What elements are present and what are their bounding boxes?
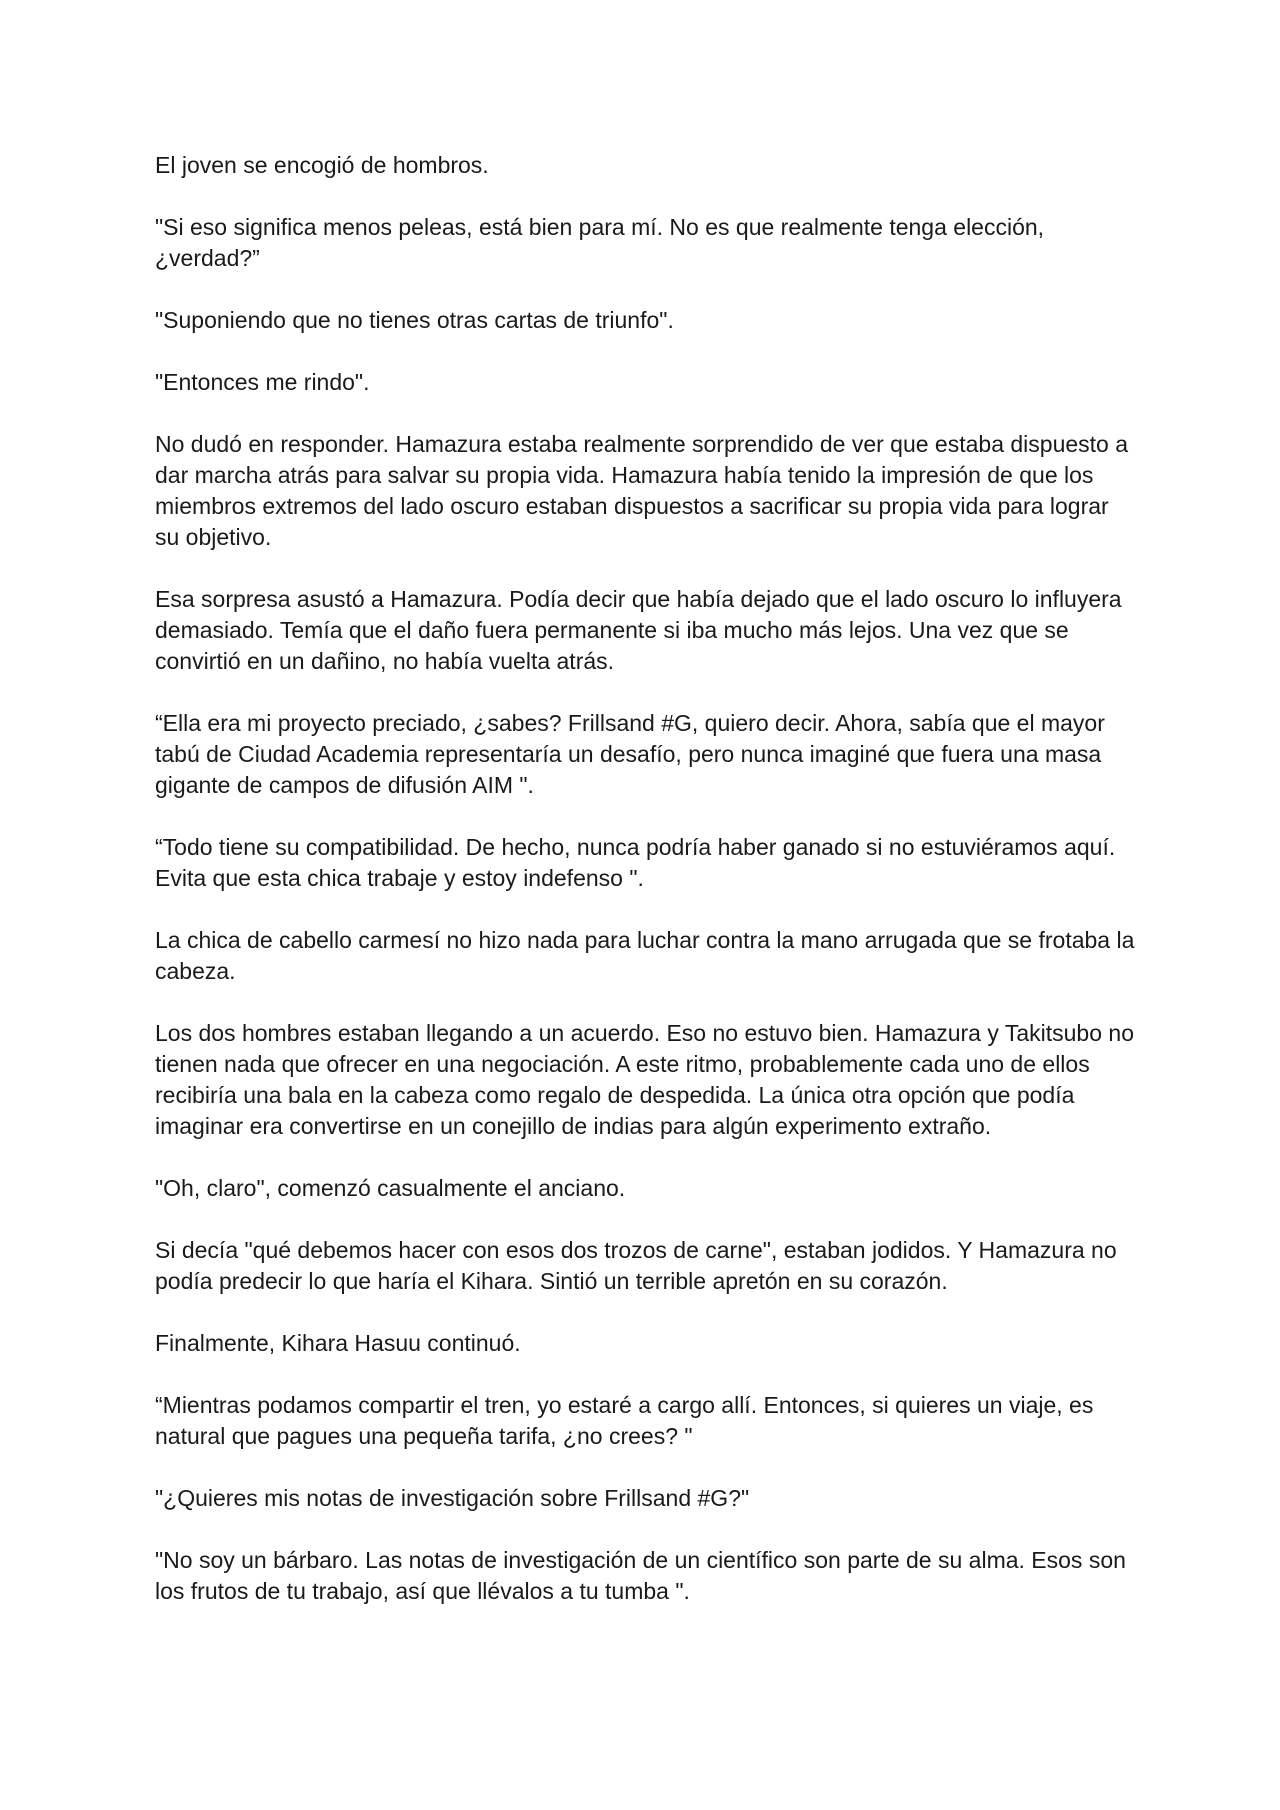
paragraph: “Todo tiene su compatibilidad. De hecho, nunca podría haber ganado si no estuviéramos aquí. Evita que esta chica trabaje y estoy indefenso ". [155,834,1116,891]
paragraph: “Ella era mi proyecto preciado, ¿sabes? Frillsand #G, quiero decir. Ahora, sabía que el mayor tabú de Ciudad Academia representaría un desafío, pero nunca imaginé que fuera una masa gigante de campos de difusión AIM ". [155,710,1105,798]
body-text [155,150,1135,1638]
paragraph: Los dos hombres estaban llegando a un acuerdo. Eso no estuvo bien. Hamazura y Takitsubo no tienen nada que ofrecer en una negociación. A este ritmo, probablemente cada uno de ellos recibiría una bala en la cabeza como regalo de despedida. La única otra opción que podía imaginar era convertirse en un conejillo de indias para algún experimento extraño. [155,1020,1134,1139]
paragraph: El joven se encogió de hombros. [155,152,489,178]
paragraph: "Suponiendo que no tienes otras cartas de triunfo". [155,307,674,333]
paragraph: Finalmente, Kihara Hasuu continuó. [155,1330,521,1356]
paragraph: "Entonces me rindo". [155,369,370,395]
paragraph: No dudó en responder. Hamazura estaba realmente sorprendido de ver que estaba dispuesto a dar marcha atrás para salvar su propia vida. Hamazura había tenido la impresión de que los miembros extremos del lado oscuro estaban dispuestos a sacrificar su propia vida para lograr su objetivo. [155,431,1129,550]
paragraph: "¿Quieres mis notas de investigación sobre Frillsand #G?" [155,1485,750,1511]
paragraph: Si decía "qué debemos hacer con esos dos trozos de carne", estaban jodidos. Y Hamazura no podía predecir lo que haría el Kihara. Sintió un terrible apretón en su corazón. [155,1237,1117,1294]
paragraph: "Oh, claro", comenzó casualmente el anciano. [155,1175,626,1201]
paragraph: "No soy un bárbaro. Las notas de investigación de un científico son parte de su alma. Esos son los frutos de tu trabajo, así que llévalos a tu tumba ". [155,1547,1126,1604]
paragraph: Esa sorpresa asustó a Hamazura. Podía decir que había dejado que el lado oscuro lo influyera demasiado. Temía que el daño fuera permanente si iba mucho más lejos. Una vez que se convirtió en un dañino, no había vuelta atrás. [155,586,1122,674]
paragraph: La chica de cabello carmesí no hizo nada para luchar contra la mano arrugada que se frotaba la cabeza. [155,927,1135,984]
paragraph: “Mientras podamos compartir el tren, yo estaré a cargo allí. Entonces, si quieres un viaje, es natural que pagues una pequeña tarifa, ¿no crees? " [155,1392,1094,1449]
paragraph: "Si eso significa menos peleas, está bien para mí. No es que realmente tenga elección, ¿verdad?” [155,214,1045,271]
